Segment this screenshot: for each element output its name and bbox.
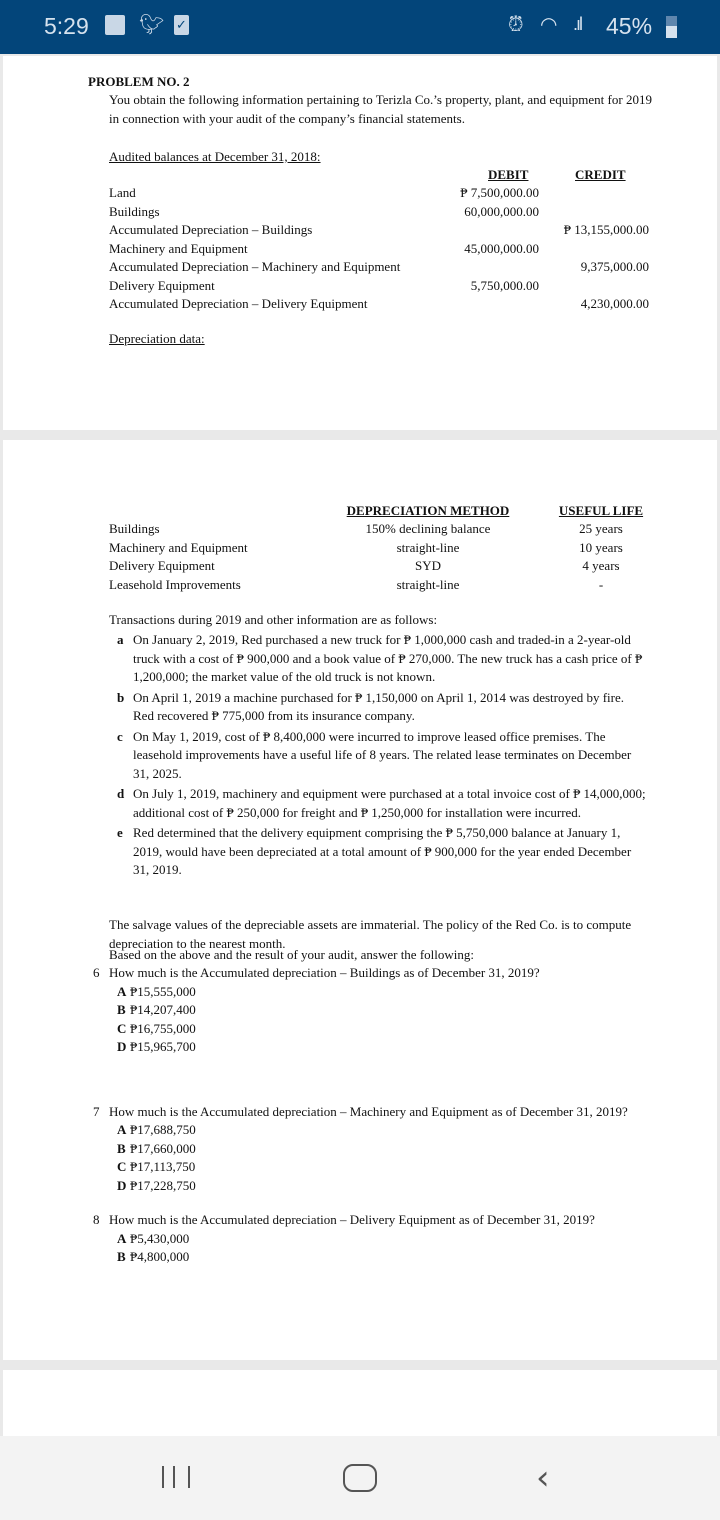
- choice-letter: A: [117, 1230, 127, 1246]
- answer-choice[interactable]: [109, 1020, 644, 1039]
- back-button[interactable]: ‹: [536, 1458, 550, 1498]
- alarm-icon: ⏰︎: [508, 14, 524, 36]
- choices-list: [109, 983, 644, 1057]
- debit-amount: 60,000,000.00: [464, 203, 539, 219]
- account-name: Accumulated Depreciation – Machinery and Equipment: [109, 259, 401, 274]
- choice-text: ₱17,688,750: [130, 1122, 196, 1137]
- answer-choice[interactable]: [109, 1248, 644, 1267]
- depreciation-method: straight-line: [396, 539, 460, 555]
- transaction-text: On July 1, 2019, machinery and equipment were purchased at a total invoice cost of ₱ 14,000,000; additional cost of ₱ 250,000 for freight and ₱ 1,250,000 for installation were incurred.: [133, 786, 646, 820]
- transaction-letter: e: [117, 825, 123, 840]
- choice-text: ₱15,965,700: [130, 1039, 196, 1054]
- credit-amount: 4,230,000.00: [580, 296, 649, 311]
- problem-title: PROBLEM NO. 2: [88, 74, 190, 89]
- choice-text: ₱17,228,750: [130, 1177, 196, 1193]
- transaction-letter: d: [117, 786, 125, 801]
- question-item: [93, 964, 644, 1057]
- transaction-text: On January 2, 2019, Red purchased a new truck for ₱ 1,000,000 cash and traded-in a 2-year-old truck with a cost of ₱ 900,000 and a book value of ₱ 270,000. The new truck has a cash price of ₱ 1,200,000; the market value of the old truck is not known.: [133, 632, 643, 684]
- choice-text: ₱5,430,000: [130, 1230, 190, 1246]
- debit-amount: 5,750,000.00: [470, 277, 539, 293]
- account-name: Machinery and Equipment: [109, 240, 248, 256]
- balances-heading: Audited balances at December 31, 2018:: [109, 149, 321, 164]
- question-number: 6: [93, 965, 100, 980]
- transactions-intro: Transactions during 2019 and other information are as follows:: [109, 612, 438, 627]
- transaction-letter: c: [117, 728, 123, 744]
- answer-choice[interactable]: [109, 1121, 644, 1140]
- choice-text: ₱15,555,000: [130, 983, 196, 999]
- useful-life: 25 years: [579, 521, 623, 536]
- transaction-letter: b: [117, 689, 125, 705]
- question-number: 7: [93, 1103, 100, 1119]
- depreciation-method: straight-line: [396, 576, 460, 592]
- choice-letter: B: [117, 1140, 126, 1156]
- question-item: [93, 1211, 644, 1267]
- credit-header: CREDIT: [575, 167, 626, 182]
- account-name: Accumulated Depreciation – Delivery Equipment: [109, 296, 368, 311]
- salvage-note: The salvage values of the depreciable assets are immaterial. The policy of the Red Co. is to compute depreciation to the nearest month.: [109, 917, 632, 951]
- asset-name: Machinery and Equipment: [109, 539, 248, 555]
- transaction-item: [117, 824, 648, 880]
- document-page-2: [3, 440, 717, 1360]
- choice-text: ₱17,660,000: [130, 1140, 196, 1156]
- clock: 5:29: [44, 13, 89, 39]
- home-button[interactable]: [343, 1464, 377, 1492]
- choice-text: ₱4,800,000: [130, 1249, 190, 1264]
- method-header: DEPRECIATION METHOD: [346, 503, 510, 518]
- twitter-icon: 🐦︎: [139, 14, 165, 36]
- answer-choice[interactable]: [109, 1140, 644, 1159]
- battery-percent: 45%: [606, 13, 653, 39]
- status-bar: [0, 0, 720, 54]
- transaction-text: On May 1, 2019, cost of ₱ 8,400,000 were incurred to improve leased office premises. The leasehold improvements have a useful life of 8 years. The related lease terminates on December 31, 2025.: [133, 728, 632, 781]
- transaction-item: [117, 728, 648, 784]
- asset-name: Delivery Equipment: [109, 558, 215, 573]
- transaction-item: [117, 785, 648, 822]
- useful-life: -: [598, 576, 604, 592]
- question-text: How much is the Accumulated depreciation – Machinery and Equipment as of December 31, 2019?: [109, 1103, 628, 1119]
- choice-letter: A: [117, 1122, 127, 1137]
- transaction-item: [117, 631, 648, 687]
- intro-text: You obtain the following information pertaining to Terizla Co.’s property, plant, and equipment for 2019 in connection with your audit of the company’s financial statements.: [109, 92, 652, 126]
- asset-name: Buildings: [109, 521, 160, 536]
- wifi-icon: ◠: [540, 14, 558, 36]
- battery-icon: [666, 16, 677, 38]
- question-text: How much is the Accumulated depreciation – Buildings as of December 31, 2019?: [109, 965, 540, 980]
- choice-letter: C: [117, 1159, 127, 1174]
- answer-choice[interactable]: [109, 983, 644, 1002]
- answer-choice[interactable]: [109, 1177, 644, 1196]
- choice-letter: B: [117, 1002, 126, 1017]
- asset-name: Leasehold Improvements: [109, 576, 241, 592]
- check-icon: ✓: [174, 15, 189, 35]
- depreciation-method: 150% declining balance: [365, 521, 491, 536]
- debit-amount: 45,000,000.00: [464, 240, 539, 256]
- question-text: How much is the Accumulated depreciation – Delivery Equipment as of December 31, 2019?: [109, 1212, 595, 1227]
- document-page-3: [3, 1370, 717, 1436]
- answer-choice[interactable]: [109, 1158, 644, 1177]
- question-number: 8: [93, 1212, 100, 1227]
- life-header: USEFUL LIFE: [558, 503, 644, 518]
- questions-list: [93, 964, 644, 1267]
- depreciation-heading: Depreciation data:: [109, 331, 205, 346]
- useful-life: 10 years: [579, 539, 623, 555]
- account-name: Buildings: [109, 203, 160, 219]
- transaction-text: On April 1, 2019 a machine purchased for ₱ 1,150,000 on April 1, 2014 was destroyed by fire. Red recovered ₱ 775,000 from its insurance company.: [133, 689, 625, 723]
- account-name: Land: [109, 185, 136, 200]
- account-name: Delivery Equipment: [109, 277, 215, 293]
- choice-letter: C: [117, 1020, 127, 1036]
- choice-letter: D: [117, 1039, 127, 1054]
- credit-amount: 9,375,000.00: [580, 259, 649, 274]
- account-name: Accumulated Depreciation – Buildings: [109, 222, 313, 237]
- recent-apps-button[interactable]: [162, 1466, 190, 1488]
- transaction-text: Red determined that the delivery equipment comprising the ₱ 5,750,000 balance at January 1, 2019, would have been depreciated at a total amount of ₱ 900,000 for the year ended December 31, 2019.: [133, 825, 632, 877]
- choices-list: [109, 1121, 644, 1195]
- question-item: [93, 1103, 644, 1196]
- choice-text: ₱14,207,400: [130, 1002, 196, 1017]
- debit-header: DEBIT: [488, 167, 529, 182]
- choice-letter: B: [117, 1249, 126, 1264]
- navigation-bar: [0, 1436, 720, 1520]
- choice-letter: A: [117, 983, 127, 999]
- useful-life: 4 years: [582, 558, 620, 573]
- questions-intro: Based on the above and the result of your audit, answer the following:: [109, 947, 474, 962]
- document-page-1: [3, 56, 717, 430]
- signal-icon: .ıl: [573, 14, 582, 34]
- answer-choice[interactable]: [109, 1038, 644, 1057]
- choices-list: [109, 1230, 644, 1267]
- depreciation-method: SYD: [414, 558, 441, 573]
- gallery-icon: [105, 15, 125, 35]
- answer-choice[interactable]: [109, 1230, 644, 1249]
- transactions-list: [117, 631, 648, 882]
- choice-text: ₱17,113,750: [130, 1159, 196, 1174]
- debit-amount: ₱ 7,500,000.00: [460, 185, 539, 200]
- transaction-item: [117, 689, 648, 726]
- choice-text: ₱16,755,000: [130, 1020, 196, 1036]
- answer-choice[interactable]: [109, 1001, 644, 1020]
- transaction-letter: a: [117, 632, 124, 647]
- credit-amount: ₱ 13,155,000.00: [563, 222, 649, 237]
- choice-letter: D: [117, 1177, 127, 1193]
